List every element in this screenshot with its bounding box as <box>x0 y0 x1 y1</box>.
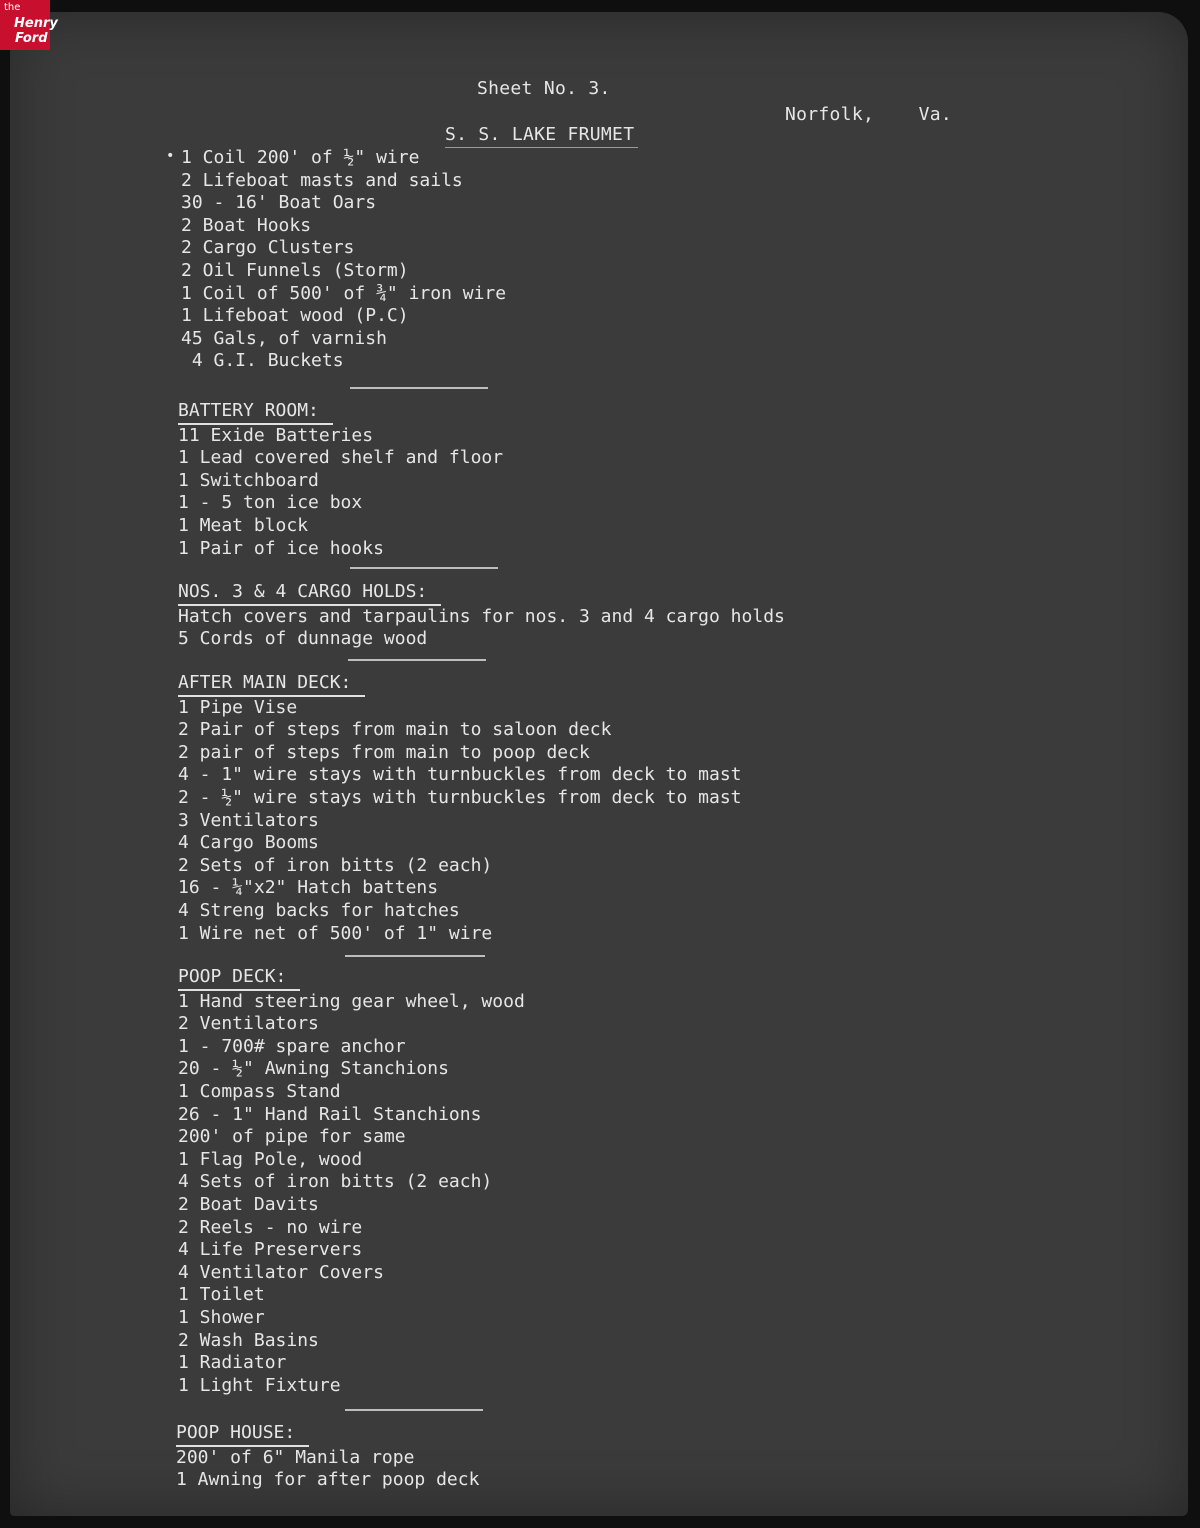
bullet-mark: • <box>166 148 175 164</box>
list-item: 1 Awning for after poop deck <box>176 1469 480 1491</box>
list-item: 2 pair of steps from main to poop deck <box>178 741 590 763</box>
list-item: 2 - ½" wire stays with turnbuckles from deck to mast <box>178 786 742 808</box>
list-item: 1 Toilet <box>178 1284 265 1306</box>
list-item: 26 - 1" Hand Rail Stanchions <box>178 1103 482 1125</box>
list-item: 4 - 1" wire stays with turnbuckles from deck to mast <box>178 764 742 786</box>
section-heading: NOS. 3 & 4 CARGO HOLDS: <box>178 581 441 606</box>
list-item: 16 - ¼"x2" Hatch battens <box>178 877 439 899</box>
section-divider <box>345 955 485 957</box>
ship-name: S. S. LAKE FRUMET <box>445 124 635 145</box>
logo-text-ford: Ford <box>15 31 48 46</box>
list-item: 1 Shower <box>178 1306 265 1328</box>
section-divider <box>350 387 488 389</box>
list-item: 2 Lifeboat masts and sails <box>181 169 463 191</box>
list-item: 2 Boat Davits <box>178 1193 319 1215</box>
list-item: 2 Boat Hooks <box>181 214 312 236</box>
section-divider <box>348 659 486 661</box>
after-main-deck-section <box>178 672 742 945</box>
list-item: 2 Wash Basins <box>178 1329 319 1351</box>
list-item: 20 - ½" Awning Stanchions <box>178 1058 449 1080</box>
list-item: 45 Gals, of varnish <box>181 327 387 349</box>
list-item: 2 Reels - no wire <box>178 1216 363 1238</box>
list-item: 4 Sets of iron bitts (2 each) <box>178 1171 493 1193</box>
logo-text-the: the <box>4 2 21 13</box>
list-item: 4 Ventilator Covers <box>178 1261 384 1283</box>
list-item: 11 Exide Batteries <box>178 424 374 446</box>
section-divider <box>345 1409 483 1411</box>
list-item: 1 - 5 ton ice box <box>178 492 363 514</box>
location: Norfolk, Va. <box>785 104 953 125</box>
list-item: 200' of 6" Manila rope <box>176 1446 415 1468</box>
list-item: 2 Sets of iron bitts (2 each) <box>178 854 493 876</box>
list-item: 4 Life Preservers <box>178 1239 363 1261</box>
list-item: 1 Wire net of 500' of 1" wire <box>178 922 493 944</box>
logo-text-henry: Henry <box>14 16 58 31</box>
list-item: 4 Streng backs for hatches <box>178 899 460 921</box>
sheet-number: Sheet No. 3. <box>477 78 611 99</box>
list-item: 1 Hand steering gear wheel, wood <box>178 990 525 1012</box>
poop-house-section <box>176 1422 479 1492</box>
section-heading: POOP HOUSE: <box>176 1422 309 1447</box>
general-list <box>181 147 506 373</box>
list-item: 5 Cords of dunnage wood <box>178 628 428 650</box>
list-item: 2 Oil Funnels (Storm) <box>181 259 409 281</box>
list-item: 1 Meat block <box>178 514 309 536</box>
list-item: 1 Pipe Vise <box>178 696 298 718</box>
poop-deck-section <box>178 966 525 1397</box>
section-heading: BATTERY ROOM: <box>178 400 333 425</box>
list-item: 1 - 700# spare anchor <box>178 1035 406 1057</box>
list-item: Hatch covers and tarpaulins for nos. 3 and 4 cargo holds <box>178 605 785 627</box>
section-heading: AFTER MAIN DECK: <box>178 672 365 697</box>
battery-room-section <box>178 400 503 560</box>
list-item: 1 Switchboard <box>178 469 319 491</box>
list-item: 1 Coil 200' of ½" wire <box>181 147 420 168</box>
list-item: 2 Pair of steps from main to saloon deck <box>178 719 612 741</box>
list-item: 1 Flag Pole, wood <box>178 1148 363 1170</box>
list-item: 2 Cargo Clusters <box>181 237 355 259</box>
list-item: 2 Ventilators <box>178 1013 319 1035</box>
cargo-holds-section <box>178 581 785 651</box>
list-item: 3 Ventilators <box>178 809 319 831</box>
list-item: 1 Lead covered shelf and floor <box>178 447 504 469</box>
list-item: 1 Light Fixture <box>178 1374 341 1396</box>
list-item: 4 Cargo Booms <box>178 832 319 854</box>
henry-ford-logo <box>0 0 58 50</box>
list-item: 1 Lifeboat wood (P.C) <box>181 305 409 327</box>
list-item: 1 Coil of 500' of ¾" iron wire <box>181 282 507 304</box>
list-item: 1 Pair of ice hooks <box>178 537 384 559</box>
list-item: 1 Radiator <box>178 1352 287 1374</box>
section-heading: POOP DECK: <box>178 966 300 991</box>
list-item: 1 Compass Stand <box>178 1080 341 1102</box>
list-item: 4 G.I. Buckets <box>181 350 344 372</box>
section-divider <box>350 567 498 569</box>
list-item: 30 - 16' Boat Oars <box>181 192 377 214</box>
list-item: 200' of pipe for same <box>178 1126 406 1148</box>
